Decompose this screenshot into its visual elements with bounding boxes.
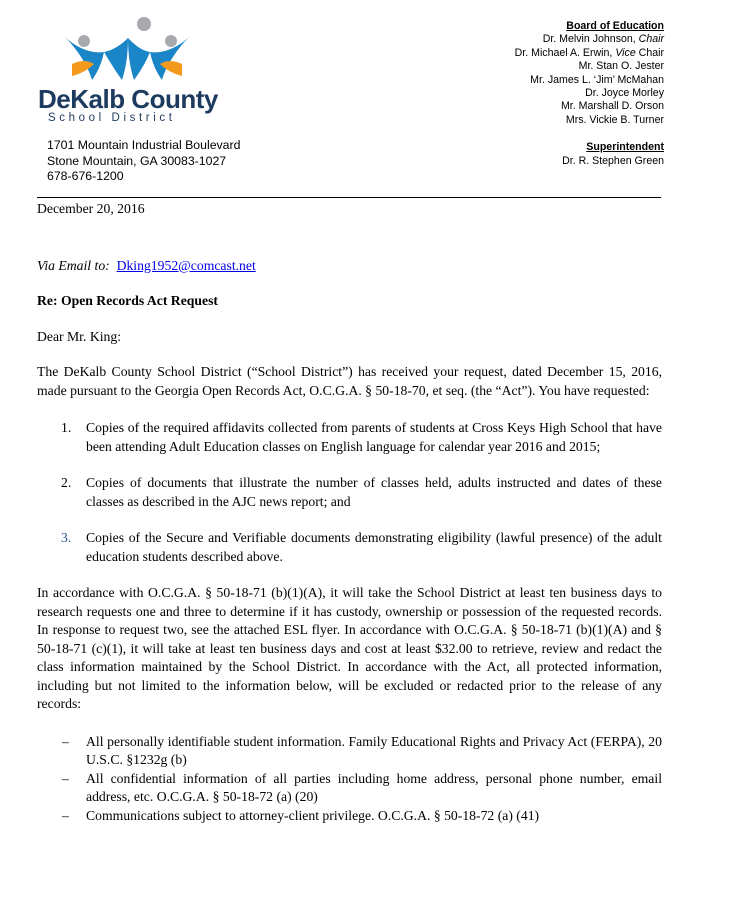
superintendent-name: Dr. R. Stephen Green bbox=[562, 154, 664, 167]
list-item bbox=[37, 733, 662, 770]
district-logo-name: DeKalb County bbox=[38, 84, 218, 114]
recipient-email-link[interactable]: Dking1952@comcast.net bbox=[116, 257, 256, 273]
list-item bbox=[37, 529, 662, 566]
response-paragraph: In accordance with O.C.G.A. § 50-18-71 (b)(1)(A), it will take the School District at least ten business days to research requests one and three to determine if it has custody, ownership or possession of the requested records. In response to request two, see the attached ESL flyer. In accordance with O.C.G.A. § 50-18-71 (b)(1)(A) and § 50-18-71 (c)(1), it will take at least ten business days and cost at least $32.00 to retrieve, review and redact the class information maintained by the School District. In accordance with the Act, all protected information, including but not limited to the information below, will be excluded or redacted prior to the release of any records: bbox=[37, 585, 662, 711]
board-member: Mrs. Vickie B. Turner bbox=[565, 113, 664, 126]
district-logo-figures-icon bbox=[58, 14, 198, 84]
letter-date: December 20, 2016 bbox=[37, 201, 145, 216]
board-heading: Board of Education bbox=[566, 20, 664, 32]
board-member: Mr. Stan O. Jester bbox=[578, 60, 664, 73]
list-item bbox=[37, 807, 662, 826]
via-email-line bbox=[37, 257, 662, 276]
list-item-text: Communications subject to attorney-client privilege. O.C.G.A. § 50-18-72 (a) (41) bbox=[86, 807, 540, 823]
intro-paragraph: The DeKalb County School District (“School District”) has received your request, dated December 15, 2016, made pursuant to the Georgia Open Records Act, O.C.G.A. § 50-18-70, et seq. (the “Act”). You have requested: bbox=[37, 364, 662, 398]
district-address bbox=[47, 138, 240, 185]
subject-line: Re: Open Records Act Request bbox=[37, 293, 218, 308]
list-item-text: All confidential information of all parties including home address, personal phone number, email address, etc. O.C.G.A. § 50-18-72 (a) (20) bbox=[86, 770, 662, 804]
board-member: Dr. Michael A. Erwin, Vice Chair bbox=[514, 46, 664, 59]
list-item-text: Copies of documents that illustrate the number of classes held, adults instructed and dates of these classes as described in the AJC news report; and bbox=[86, 475, 662, 509]
board-member: Mr. Marshall D. Orson bbox=[560, 100, 664, 113]
list-number: 2. bbox=[61, 475, 72, 490]
board-member: Dr. Melvin Johnson, Chair bbox=[542, 33, 664, 46]
list-item bbox=[37, 474, 662, 511]
list-number: 3. bbox=[61, 530, 72, 545]
board-member: Dr. Joyce Morley bbox=[585, 87, 664, 100]
district-logo-subtitle: School District bbox=[48, 112, 176, 124]
address-line: 1701 Mountain Industrial Boulevard bbox=[47, 138, 241, 152]
request-list bbox=[37, 419, 662, 566]
superintendent-heading: Superintendent bbox=[586, 141, 664, 154]
dash-bullet: – bbox=[62, 733, 69, 749]
dash-bullet: – bbox=[62, 807, 69, 823]
list-item-text: Copies of the required affidavits collected from parents of students at Cross Keys High School that have been attending Adult Education classes on English language for calendar year 2016 and 2015; bbox=[86, 420, 662, 454]
exclusion-list bbox=[37, 733, 662, 826]
board-of-education bbox=[515, 20, 664, 168]
district-logo bbox=[36, 14, 216, 126]
salutation: Dear Mr. King: bbox=[37, 328, 122, 344]
dash-bullet: – bbox=[62, 770, 69, 786]
via-email-label: Via Email to: bbox=[37, 257, 110, 273]
phone-number: 678-676-1200 bbox=[47, 169, 124, 183]
address-line: Stone Mountain, GA 30083-1027 bbox=[47, 153, 227, 168]
list-item-text: Copies of the Secure and Verifiable documents demonstrating eligibility (lawful presence) of the adult education students described above. bbox=[86, 530, 662, 564]
letter-body bbox=[37, 200, 662, 825]
board-member: Mr. James L. ‘Jim’ McMahan bbox=[530, 73, 664, 86]
letterhead-divider bbox=[37, 197, 661, 198]
list-item-text: All personally identifiable student information. Family Educational Rights and Privacy Act (FERPA), 20 U.S.C. §1232g (b) bbox=[86, 733, 662, 767]
list-number: 1. bbox=[61, 420, 72, 435]
list-item bbox=[37, 419, 662, 456]
list-item bbox=[37, 770, 662, 807]
